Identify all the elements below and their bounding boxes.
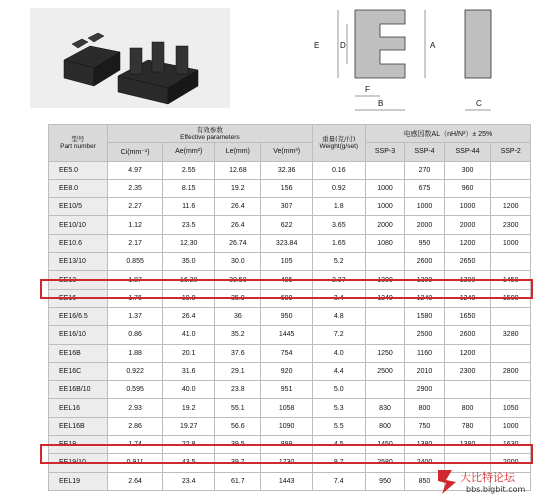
- table-row: [49, 344, 531, 362]
- value-cell: 2.93: [108, 399, 163, 417]
- value-cell: 1000: [444, 198, 491, 216]
- value-cell: 2500: [405, 326, 444, 344]
- value-cell: 495: [261, 271, 312, 289]
- value-cell: 39.5: [215, 436, 261, 454]
- value-cell: 16.20: [163, 271, 215, 289]
- value-cell: 1160: [405, 344, 444, 362]
- value-cell: 323.84: [261, 234, 312, 252]
- value-cell: 2.64: [108, 472, 163, 490]
- value-cell: 37.6: [215, 344, 261, 362]
- value-cell: 699: [261, 289, 312, 307]
- value-cell: 800: [405, 399, 444, 417]
- value-cell: 29.1: [215, 362, 261, 380]
- subheader-cell: SSP-3: [365, 143, 404, 161]
- ferrite-spec-table: [48, 124, 531, 491]
- value-cell: 950: [261, 307, 312, 325]
- highlight-box-ee13: [40, 279, 533, 299]
- value-cell: 2300: [491, 216, 531, 234]
- value-cell: 2000: [491, 454, 531, 472]
- value-cell: [491, 381, 531, 399]
- value-cell: 1000: [405, 198, 444, 216]
- watermark-brand: 大比特论坛: [460, 471, 515, 484]
- value-cell: 1.88: [108, 344, 163, 362]
- value-cell: 30.0: [215, 253, 261, 271]
- value-cell: 1380: [444, 436, 491, 454]
- value-cell: 0.92: [312, 179, 365, 197]
- value-cell: 5.5: [312, 417, 365, 435]
- subheader-cell: Ci(mm⁻¹): [108, 143, 163, 161]
- eff-header-cn: 有效参数: [196, 125, 223, 134]
- part-number-cell: EE16/6.5: [49, 307, 108, 325]
- value-cell: 1240: [365, 289, 404, 307]
- effective-parameters-header: [108, 125, 313, 143]
- part-number-cell: EE8.0: [49, 179, 108, 197]
- value-cell: 23.5: [163, 216, 215, 234]
- value-cell: 1300: [444, 271, 491, 289]
- value-cell: 1050: [491, 399, 531, 417]
- part-number-cell: EE19: [49, 436, 108, 454]
- value-cell: [491, 179, 531, 197]
- value-cell: 23.8: [215, 381, 261, 399]
- value-cell: 800: [444, 399, 491, 417]
- value-cell: 0.922: [108, 362, 163, 380]
- subheader-cell: SSP-4: [405, 143, 444, 161]
- value-cell: 7.2: [312, 326, 365, 344]
- value-cell: 1580: [405, 307, 444, 325]
- value-cell: 2.55: [163, 161, 215, 179]
- value-cell: 43.5: [163, 454, 215, 472]
- value-cell: 105: [261, 253, 312, 271]
- value-cell: 2.37: [312, 271, 365, 289]
- value-cell: 39.7: [215, 454, 261, 472]
- value-cell: 26.4: [163, 307, 215, 325]
- value-cell: [444, 381, 491, 399]
- value-cell: 0.595: [108, 381, 163, 399]
- value-cell: 675: [405, 179, 444, 197]
- value-cell: 2650: [444, 253, 491, 271]
- value-cell: 2000: [444, 216, 491, 234]
- value-cell: 0.86: [108, 326, 163, 344]
- part-number-cell: EEL19: [49, 472, 108, 490]
- value-cell: 30.50: [215, 271, 261, 289]
- value-cell: 26.4: [215, 216, 261, 234]
- subheader-cell: Ae(mm²): [163, 143, 215, 161]
- value-cell: 951: [261, 381, 312, 399]
- value-cell: 300: [444, 161, 491, 179]
- watermark: [436, 466, 544, 499]
- part-number-cell: EE16/10: [49, 326, 108, 344]
- value-cell: 2.86: [108, 417, 163, 435]
- part-number-cell: EE16: [49, 289, 108, 307]
- value-cell: 20.1: [163, 344, 215, 362]
- value-cell: 4.8: [312, 307, 365, 325]
- value-cell: 1.8: [312, 198, 365, 216]
- value-cell: 800: [365, 417, 404, 435]
- dim-D: D: [340, 41, 346, 50]
- table-row: [49, 179, 531, 197]
- value-cell: 2000: [365, 216, 404, 234]
- value-cell: 8.15: [163, 179, 215, 197]
- value-cell: 4.97: [108, 161, 163, 179]
- table-row: [49, 417, 531, 435]
- core-dimension-drawing: [300, 2, 535, 120]
- value-cell: 5.2: [312, 253, 365, 271]
- value-cell: 920: [261, 362, 312, 380]
- value-cell: 12.30: [163, 234, 215, 252]
- table-row: [49, 381, 531, 399]
- value-cell: 622: [261, 216, 312, 234]
- value-cell: 1000: [365, 179, 404, 197]
- value-cell: 950: [405, 234, 444, 252]
- value-cell: 3.4: [312, 289, 365, 307]
- weight-header: [312, 125, 365, 162]
- value-cell: [365, 326, 404, 344]
- value-cell: [491, 161, 531, 179]
- value-cell: 1090: [261, 417, 312, 435]
- value-cell: 2300: [444, 362, 491, 380]
- value-cell: 0.16: [312, 161, 365, 179]
- value-cell: 0.911: [108, 454, 163, 472]
- subheader-cell: Ve(mm³): [261, 143, 312, 161]
- value-cell: 1080: [365, 234, 404, 252]
- value-cell: 2.35: [108, 179, 163, 197]
- value-cell: 1.76: [108, 289, 163, 307]
- table-row: [49, 307, 531, 325]
- value-cell: 19.2: [215, 179, 261, 197]
- value-cell: 3.65: [312, 216, 365, 234]
- part-number-cell: EE10/5: [49, 198, 108, 216]
- part-number-cell: EE10/10: [49, 216, 108, 234]
- value-cell: 61.7: [215, 472, 261, 490]
- part-number-cell: EEL16B: [49, 417, 108, 435]
- table-row: [49, 234, 531, 252]
- table-subheader-row: [49, 143, 531, 161]
- value-cell: [365, 253, 404, 271]
- value-cell: 1450: [491, 271, 531, 289]
- value-cell: 2400: [405, 454, 444, 472]
- value-cell: 1058: [261, 399, 312, 417]
- value-cell: [491, 307, 531, 325]
- value-cell: 40.0: [163, 381, 215, 399]
- part-number-cell: EE10.6: [49, 234, 108, 252]
- watermark-url: bbs.bigbit.com: [466, 485, 526, 494]
- dim-A: A: [430, 41, 436, 50]
- value-cell: 1650: [444, 307, 491, 325]
- dim-F: F: [365, 85, 370, 94]
- value-cell: 1300: [365, 271, 404, 289]
- subheader-cell: SSP-2: [491, 143, 531, 161]
- highlight-box-ee19: [40, 444, 533, 464]
- dim-C: C: [476, 99, 482, 108]
- value-cell: 4.0: [312, 344, 365, 362]
- value-cell: 1.65: [312, 234, 365, 252]
- value-cell: 56.6: [215, 417, 261, 435]
- value-cell: 2500: [365, 362, 404, 380]
- value-cell: 1000: [365, 198, 404, 216]
- value-cell: 35.0: [163, 253, 215, 271]
- value-cell: [491, 344, 531, 362]
- value-cell: 2.27: [108, 198, 163, 216]
- value-cell: 750: [405, 417, 444, 435]
- value-cell: 19.2: [163, 399, 215, 417]
- value-cell: 2580: [365, 454, 404, 472]
- part-header-cn: 型号: [71, 134, 85, 143]
- value-cell: 1300: [405, 271, 444, 289]
- value-cell: 1250: [365, 344, 404, 362]
- value-cell: 7.4: [312, 472, 365, 490]
- value-cell: [365, 307, 404, 325]
- value-cell: 1240: [405, 289, 444, 307]
- value-cell: 5.0: [312, 381, 365, 399]
- value-cell: [365, 161, 404, 179]
- value-cell: 35.2: [215, 326, 261, 344]
- part-header-en: Part number: [60, 142, 96, 150]
- value-cell: 1.37: [108, 307, 163, 325]
- value-cell: 26.4: [215, 198, 261, 216]
- part-number-cell: EE19/10: [49, 454, 108, 472]
- value-cell: 4.5: [312, 436, 365, 454]
- value-cell: 830: [365, 399, 404, 417]
- value-cell: 307: [261, 198, 312, 216]
- value-cell: 8.7: [312, 454, 365, 472]
- value-cell: 31.6: [163, 362, 215, 380]
- al-header: 电感因数AL（nH/N²）± 25%: [365, 125, 530, 143]
- value-cell: 1.87: [108, 271, 163, 289]
- value-cell: 2000: [405, 216, 444, 234]
- part-number-cell: EE13/10: [49, 253, 108, 271]
- subheader-cell: SSP-44: [444, 143, 491, 161]
- value-cell: 1200: [444, 234, 491, 252]
- dim-E: E: [314, 41, 320, 50]
- value-cell: 1.12: [108, 216, 163, 234]
- value-cell: 19.0: [163, 289, 215, 307]
- part-number-cell: EE5.0: [49, 161, 108, 179]
- value-cell: 156: [261, 179, 312, 197]
- value-cell: 754: [261, 344, 312, 362]
- weight-header-cn: 重量(克/付): [322, 134, 356, 143]
- table-row: [49, 216, 531, 234]
- value-cell: 1730: [261, 454, 312, 472]
- table-row: [49, 198, 531, 216]
- value-cell: 270: [405, 161, 444, 179]
- value-cell: 0.855: [108, 253, 163, 271]
- value-cell: 960: [444, 179, 491, 197]
- value-cell: 1000: [491, 234, 531, 252]
- value-cell: 1200: [491, 198, 531, 216]
- value-cell: 35.0: [215, 289, 261, 307]
- bigbit-logo-icon: [436, 468, 458, 496]
- value-cell: 5.3: [312, 399, 365, 417]
- table-row: [49, 253, 531, 271]
- value-cell: 850: [405, 472, 444, 490]
- table-row: [49, 399, 531, 417]
- value-cell: 2800: [491, 362, 531, 380]
- part-number-cell: EE13: [49, 271, 108, 289]
- value-cell: 55.1: [215, 399, 261, 417]
- value-cell: 4.4: [312, 362, 365, 380]
- table-row: [49, 362, 531, 380]
- part-number-cell: EE16B: [49, 344, 108, 362]
- part-number-cell: EEL16: [49, 399, 108, 417]
- value-cell: 1380: [405, 436, 444, 454]
- value-cell: 899: [261, 436, 312, 454]
- value-cell: 2.17: [108, 234, 163, 252]
- table-row: [49, 326, 531, 344]
- part-number-cell: EE16B/10: [49, 381, 108, 399]
- value-cell: 11.6: [163, 198, 215, 216]
- table-header-row: [49, 125, 531, 143]
- value-cell: 950: [365, 472, 404, 490]
- value-cell: 780: [444, 417, 491, 435]
- value-cell: 1630: [491, 436, 531, 454]
- value-cell: 1200: [444, 344, 491, 362]
- part-number-header: [49, 125, 108, 162]
- value-cell: 1000: [491, 417, 531, 435]
- value-cell: 2600: [444, 326, 491, 344]
- eff-header-en: Effective parameters: [180, 133, 240, 141]
- dim-B: B: [378, 99, 384, 108]
- value-cell: 19.27: [163, 417, 215, 435]
- value-cell: 2600: [405, 253, 444, 271]
- value-cell: 1240: [444, 289, 491, 307]
- table-row: [49, 161, 531, 179]
- value-cell: 12.68: [215, 161, 261, 179]
- value-cell: 2900: [405, 381, 444, 399]
- value-cell: 23.4: [163, 472, 215, 490]
- value-cell: 26.74: [215, 234, 261, 252]
- value-cell: 1500: [491, 289, 531, 307]
- value-cell: [491, 253, 531, 271]
- value-cell: 41.0: [163, 326, 215, 344]
- value-cell: 36: [215, 307, 261, 325]
- value-cell: 2010: [405, 362, 444, 380]
- part-number-cell: EE16C: [49, 362, 108, 380]
- value-cell: 32.36: [261, 161, 312, 179]
- value-cell: 3280: [491, 326, 531, 344]
- value-cell: 1450: [365, 436, 404, 454]
- value-cell: [365, 381, 404, 399]
- subheader-cell: Le(mm): [215, 143, 261, 161]
- ferrite-core-photo: [30, 8, 230, 108]
- table-body: [49, 161, 531, 490]
- value-cell: 1443: [261, 472, 312, 490]
- value-cell: 1445: [261, 326, 312, 344]
- value-cell: 1.74: [108, 436, 163, 454]
- value-cell: 22.8: [163, 436, 215, 454]
- weight-header-en: Weight(g/set): [319, 142, 359, 150]
